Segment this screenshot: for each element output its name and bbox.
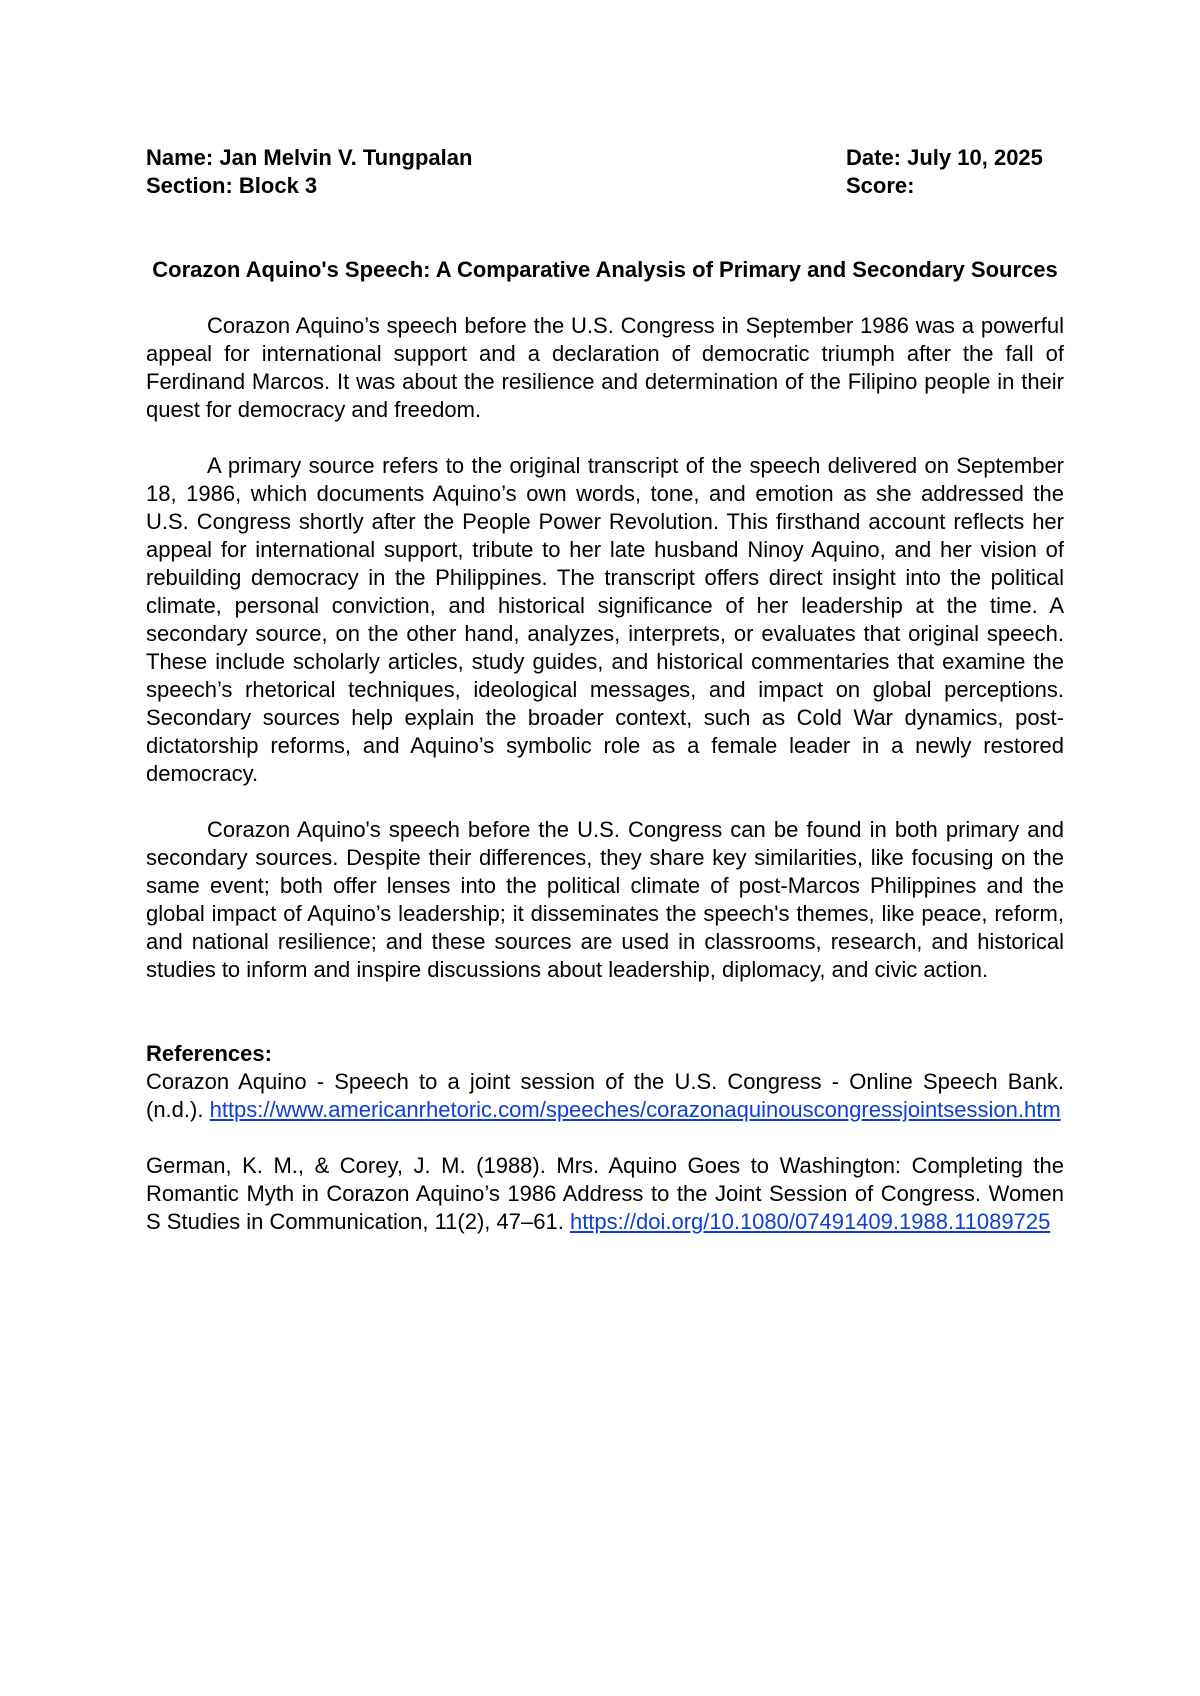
reference-entry xyxy=(146,1152,1064,1236)
document-page xyxy=(146,144,1064,1236)
score-label: Score: xyxy=(846,173,915,198)
reference-text: Corazon Aquino - Speech to a joint session of the U.S. Congress - Online Speech Bank. (n.d.). xyxy=(146,1069,1064,1122)
header xyxy=(146,144,1064,200)
reference-text: German, K. M., & Corey, J. M. (1988). Mrs. Aquino Goes to Washington: Completing the Romantic Myth in Corazon Aquino’s 1986 Address to the Joint Session of Congress. Women S Studies in Communication, 11(2), 47–61. xyxy=(146,1153,1064,1234)
header-right xyxy=(846,144,1064,200)
document-title: Corazon Aquino's Speech: A Comparative Analysis of Primary and Secondary Sources xyxy=(152,257,1058,282)
reference-entry xyxy=(146,1068,1064,1124)
references-section xyxy=(146,1040,1064,1236)
references-heading: References: xyxy=(146,1041,272,1066)
paragraph-introduction: Corazon Aquino’s speech before the U.S. Congress in September 1986 was a powerful appeal for international support and a declaration of democratic triumph after the fall of Ferdinand Marcos. It was about the resilience and determination of the Filipino people in their quest for democracy and freedom. xyxy=(146,313,1064,422)
submission-date: Date: July 10, 2025 xyxy=(846,145,1043,170)
paragraph-primary-secondary: A primary source refers to the original transcript of the speech delivered on September 18, 1986, which documents Aquino’s own words, tone, and emotion as she addressed the U.S. Congress shortly after the People Power Revolution. This firsthand account reflects her appeal for international support, tribute to her late husband Ninoy Aquino, and her vision of rebuilding democracy in the Philippines. The transcript offers direct insight into the political climate, personal conviction, and historical significance of her leadership at the time. A secondary source, on the other hand, analyzes, interprets, or evaluates that original speech. These include scholarly articles, study guides, and historical commentaries that examine the speech’s rhetorical techniques, ideological messages, and impact on global perceptions. Secondary sources help explain the broader context, such as Cold War dynamics, post-dictatorship reforms, and Aquino’s symbolic role as a female leader in a newly restored democracy. xyxy=(146,453,1064,786)
student-name: Name: Jan Melvin V. Tungpalan xyxy=(146,145,473,170)
student-section: Section: Block 3 xyxy=(146,173,318,198)
paragraph-similarities: Corazon Aquino's speech before the U.S. Congress can be found in both primary and secondary sources. Despite their differences, they share key similarities, like focusing on the same event; both offer lenses into the political climate of post-Marcos Philippines and the global impact of Aquino’s leadership; it disseminates the speech's themes, like peace, reform, and national resilience; and these sources are used in classrooms, research, and historical studies to inform and inspire discussions about leadership, diplomacy, and civic action. xyxy=(146,817,1064,982)
reference-link[interactable]: https://www.americanrhetoric.com/speeches/corazonaquinouscongressjointsession.htm xyxy=(209,1097,1061,1122)
header-left xyxy=(146,144,472,200)
reference-link[interactable]: https://doi.org/10.1080/07491409.1988.11089725 xyxy=(569,1209,1051,1234)
